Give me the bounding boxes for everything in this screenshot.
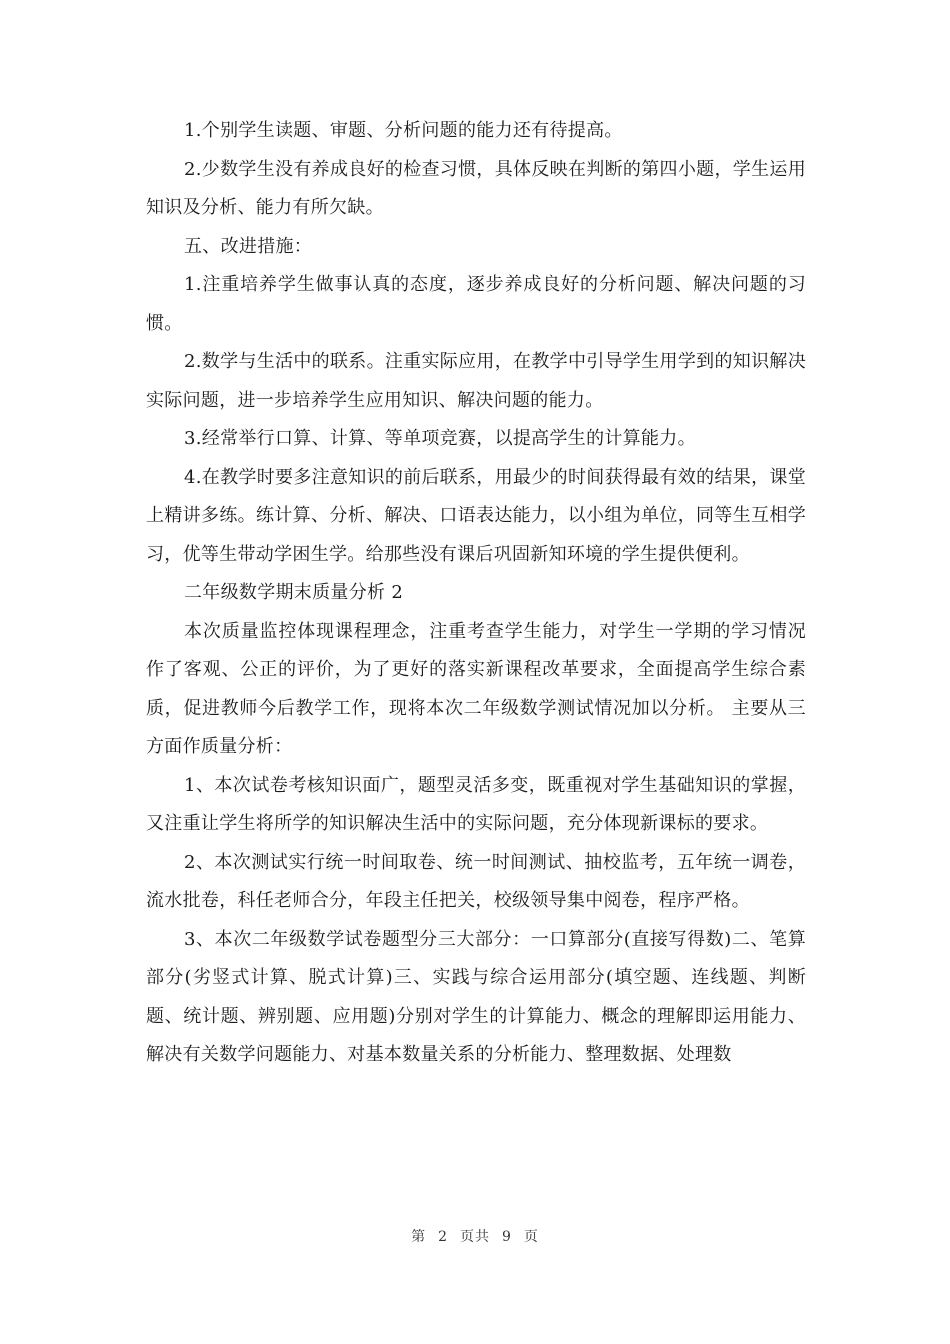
page-footer — [0, 1226, 950, 1246]
paragraph: 2.数学与生活中的联系。注重实际应用，在教学中引导学生用学到的知识解决实际问题，进一步培养学生应用知识、解决问题的能力。 — [146, 351, 806, 411]
paragraph: 1.个别学生读题、审题、分析问题的能力还有待提高。 — [184, 120, 623, 141]
paragraph: 3、本次二年级数学试卷题型分三大部分：一口算部分(直接写得数)二、笔算部分(劣竖式计算、脱式计算)三、实践与综合运用部分(填空题、连线题、判断题、统计题、辨别题、应用题)分别对学生的计算能力、概念的理解即运用能力、解决有关数学问题能力、对基本数量关系的分析能力、整理数据、处理数 — [146, 928, 806, 1065]
paragraph: 3.经常举行口算、计算、等单项竞赛，以提高学生的计算能力。 — [184, 428, 696, 449]
paragraph: 2.少数学生没有养成良好的检查习惯，具体反映在判断的第四小题，学生运用知识及分析、能力有所欠缺。 — [146, 158, 806, 218]
paragraph: 4.在教学时要多注意知识的前后联系，用最少的时间获得最有效的结果，课堂上精讲多练。练计算、分析、解决、口语表达能力，以小组为单位，同等生互相学习，优等生带动学困生学。给那些没有课后巩固新知环境的学生提供便利。 — [146, 466, 806, 565]
paragraph: 1.注重培养学生做事认真的态度，逐步养成良好的分析问题、解决问题的习惯。 — [146, 274, 806, 334]
section-heading: 五、改进措施： — [184, 235, 313, 257]
footer-current-page: 2 — [438, 1229, 448, 1245]
paragraph: 本次质量监控体现课程理念，注重考查学生能力，对学生一学期的学习情况作了客观、公正的评价，为了更好的落实新课程改革要求，全面提高学生综合素质，促进教师今后教学工作，现将本次二年级数学测试情况加以分析。 主要从三方面作质量分析： — [146, 620, 806, 757]
paragraph: 1、本次试卷考核知识面广，题型灵活多变，既重视对学生基础知识的掌握，又注重让学生将所学的知识解决生活中的实际问题，充分体现新课标的要求。 — [146, 774, 806, 834]
section-title: 二年级数学期末质量分析 2 — [184, 582, 404, 603]
footer-total-pages: 9 — [502, 1229, 512, 1245]
body-text — [146, 112, 806, 1075]
footer-prefix: 第 — [411, 1229, 427, 1245]
footer-middle: 页共 — [460, 1229, 490, 1245]
paragraph: 2、本次测试实行统一时间取卷、统一时间测试、抽校监考，五年统一调卷，流水批卷，科任老师合分，年段主任把关，校级领导集中阅卷，程序严格。 — [146, 851, 806, 911]
footer-suffix: 页 — [523, 1229, 539, 1245]
